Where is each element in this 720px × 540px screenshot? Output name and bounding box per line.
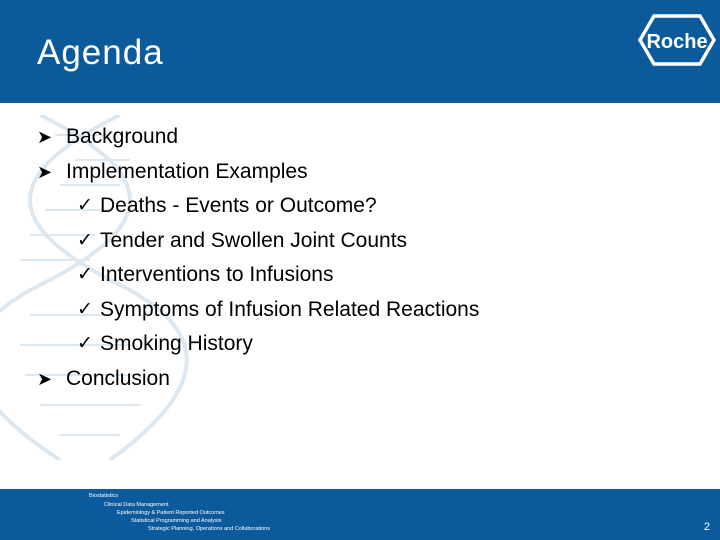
agenda-subitem — [37, 293, 677, 328]
agenda-item — [37, 120, 677, 155]
footer-line: Biostatistics — [89, 493, 119, 499]
agenda-item-label: Conclusion — [66, 366, 170, 390]
slide-title: Agenda — [37, 33, 164, 72]
footer-line: Clinical Data Management — [104, 502, 169, 508]
checkmark-bullet-icon: ✓ — [77, 298, 93, 320]
agenda-subitem — [37, 224, 677, 259]
checkmark-bullet-icon: ✓ — [77, 229, 93, 251]
roche-logo-text: Roche — [646, 31, 708, 53]
checkmark-bullet-icon: ✓ — [77, 195, 93, 216]
agenda-item — [37, 362, 677, 397]
agenda-subitem — [37, 189, 677, 224]
agenda-item-label: Implementation Examples — [66, 159, 308, 183]
agenda-item — [37, 155, 677, 190]
agenda-subitem — [37, 327, 677, 362]
agenda-subitem-label: Tender and Swollen Joint Counts — [100, 228, 408, 252]
agenda-subitem-label: Interventions to Infusions — [100, 263, 334, 286]
agenda-subitem-label: Symptoms of Infusion Related Reactions — [100, 297, 480, 321]
agenda-item-label: Background — [66, 125, 179, 148]
slide-footer — [0, 489, 720, 540]
arrowhead-bullet-icon: ➤ — [37, 368, 53, 389]
agenda-subitem — [37, 258, 677, 293]
footer-line: Strategic Planning, Operations and Collaborations — [148, 526, 270, 532]
footer-line: Statistical Programming and Analysis — [131, 518, 222, 524]
arrowhead-bullet-icon: ➤ — [37, 161, 53, 182]
page-number: 2 — [703, 521, 710, 533]
agenda-subitem-label: Smoking History — [100, 332, 253, 355]
checkmark-bullet-icon: ✓ — [77, 264, 93, 285]
checkmark-bullet-icon: ✓ — [77, 333, 93, 354]
header-divider — [0, 103, 720, 106]
roche-logo — [638, 13, 716, 67]
agenda-subitem-label: Deaths - Events or Outcome? — [100, 194, 377, 217]
slide-header — [0, 0, 720, 103]
agenda-list — [37, 120, 677, 396]
footer-line: Epidemiology & Patient Reported Outcomes — [117, 510, 225, 516]
arrowhead-bullet-icon: ➤ — [37, 127, 53, 147]
